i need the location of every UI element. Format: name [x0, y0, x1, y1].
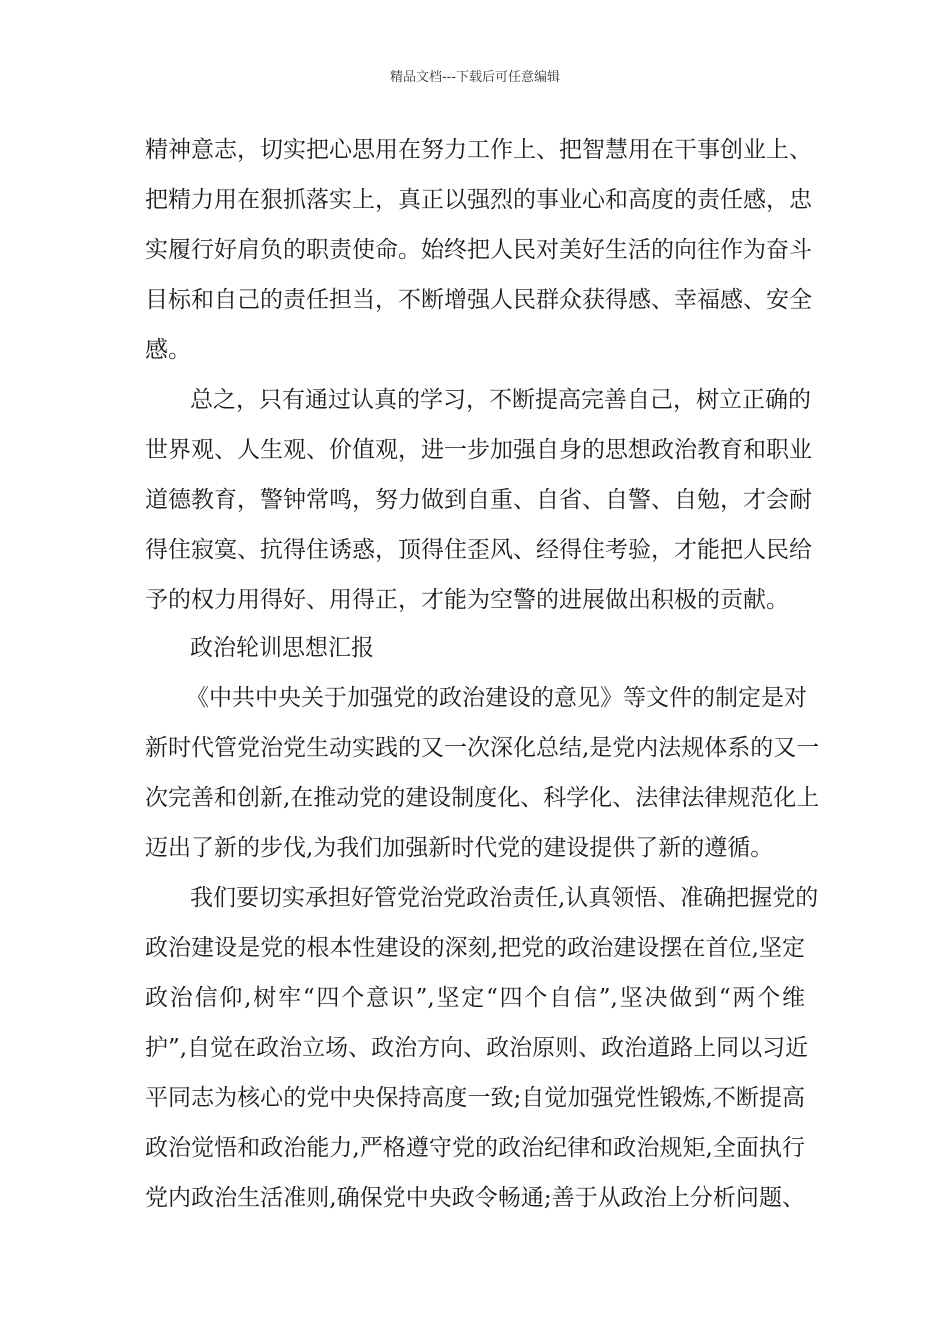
body-line: 目标和自己的责任担当，不断增强人民群众获得感、幸福感、安全	[145, 287, 812, 313]
body-line: 迈出了新的步伐,为我们加强新时代党的建设提供了新的遵循。	[145, 835, 774, 861]
body-line: 平同志为核心的党中央保持高度一致;自觉加强党性锻炼,不断提高	[145, 1085, 805, 1111]
section-heading: 政治轮训思想汇报	[190, 635, 374, 661]
body-line: 政治信仰,树牢“四个意识”,坚定“四个自信”,坚决做到“两个维	[145, 985, 805, 1011]
body-line: 我们要切实承担好管党治党政治责任,认真领悟、准确把握党的	[190, 885, 819, 911]
body-line: 次完善和创新,在推动党的建设制度化、科学化、法律法律规范化上	[145, 785, 820, 811]
body-line: 感。	[145, 337, 191, 363]
body-line: 新时代管党治党生动实践的又一次深化总结,是党内法规体系的又一	[145, 735, 820, 761]
body-line: 世界观、人生观、价值观，进一步加强自身的思想政治教育和职业	[145, 437, 812, 463]
body-line: 党内政治生活准则,确保党中央政令畅通;善于从政治上分析问题、	[145, 1185, 805, 1211]
page-header: 精品文档---下载后可任意编辑	[389, 70, 561, 85]
body-line: 道德教育，警钟常鸣，努力做到自重、自省、自警、自勉，才会耐	[145, 487, 812, 513]
body-line: 护”,自觉在政治立场、政治方向、政治原则、政治道路上同以习近	[145, 1035, 809, 1061]
body-line: 精神意志，切实把心思用在努力工作上、把智慧用在干事创业上、	[145, 137, 812, 163]
body-line: 总之，只有通过认真的学习，不断提高完善自己，树立正确的	[190, 387, 811, 413]
body-line: 把精力用在狠抓落实上，真正以强烈的事业心和高度的责任感，忠	[145, 187, 812, 213]
body-line: 《中共中央关于加强党的政治建设的意见》等文件的制定是对	[186, 685, 807, 711]
body-line: 政治觉悟和政治能力,严格遵守党的政治纪律和政治规矩,全面执行	[145, 1135, 805, 1161]
body-line: 予的权力用得好、用得正，才能为空警的进展做出积极的贡献。	[145, 587, 789, 613]
body-line: 实履行好肩负的职责使命。始终把人民对美好生活的向往作为奋斗	[145, 237, 812, 263]
body-line: 政治建设是党的根本性建设的深刻,把党的政治建设摆在首位,坚定	[145, 935, 805, 961]
body-line: 得住寂寞、抗得住诱惑，顶得住歪风、经得住考验，才能把人民给	[145, 537, 812, 563]
